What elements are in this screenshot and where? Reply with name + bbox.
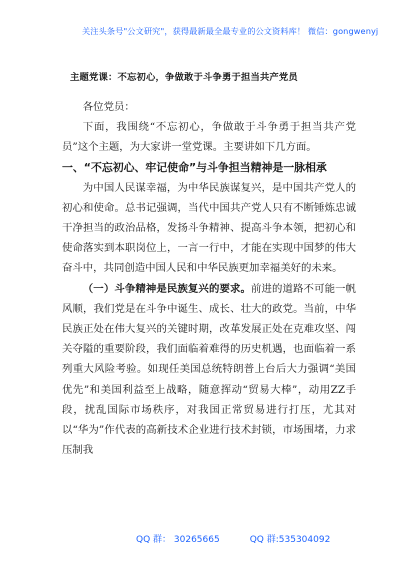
subsection-one-body: 前进的道路不可能一帆风顺，我们党是在斗争中诞生、成长、壮大的政党。当前，中华民族正处在伟大复兴的关键时期，改革发展正处在克难攻坚、闯关夺隘的重要阶段，我们面临着难得的历史机遇，也面临着一系列重大风险考验。如现任美国总统特朗普上台后大力强调“美国优先”和美国利益至上战略，随意挥动“贸易大棒”，动用ZZ手段，扰乱国际市场秩序，对我国正常贸易进行打压，尤其对以“华为”作代表的高新技术企业进行技术封锁，市场围堵，力求压制我 — [62, 282, 356, 457]
footer-qq-group-two: QQ 群:535304092 — [249, 535, 331, 545]
header-banner: 关注头条号"公文研究"，获得最新最全最专业的公文资料库！ 微信：gongwenyj — [82, 26, 379, 36]
footer-qq-group-one: QQ 群： 30265665 — [136, 535, 220, 545]
footer-contacts — [136, 535, 346, 546]
subsection-heading-one: （一）斗争精神是民族复兴的要求。 — [82, 282, 251, 295]
document-body — [62, 97, 356, 537]
document-title: 主题党课：不忘初心，争做敢于斗争勇于担当共产党员 — [70, 72, 298, 83]
salutation: 各位党员： — [82, 101, 135, 113]
section-one-paragraph: 为中国人民谋幸福，为中华民族谋复兴，是中国共产党人的初心和使命。总书记强调，当代中国共产党人只有不断锤炼忠诚干净担当的政治品格，发扬斗争精神、提高斗争本领，把初心和使命落实到本职岗位上，一言一行中，才能在实现中国梦的伟大奋斗中，共同创造中国人民和中华民族更加幸福美好的未来。 — [62, 181, 356, 275]
section-heading-one: 一、“不忘初心、牢记使命”与斗争担当精神是一脉相承 — [62, 160, 327, 174]
intro-paragraph: 下面，我围绕“不忘初心，争做敢于斗争勇于担当共产党员”这个主题，为大家讲一堂党课。主要讲如下几方面。 — [62, 121, 356, 154]
subsection-one-paragraph — [62, 279, 356, 461]
